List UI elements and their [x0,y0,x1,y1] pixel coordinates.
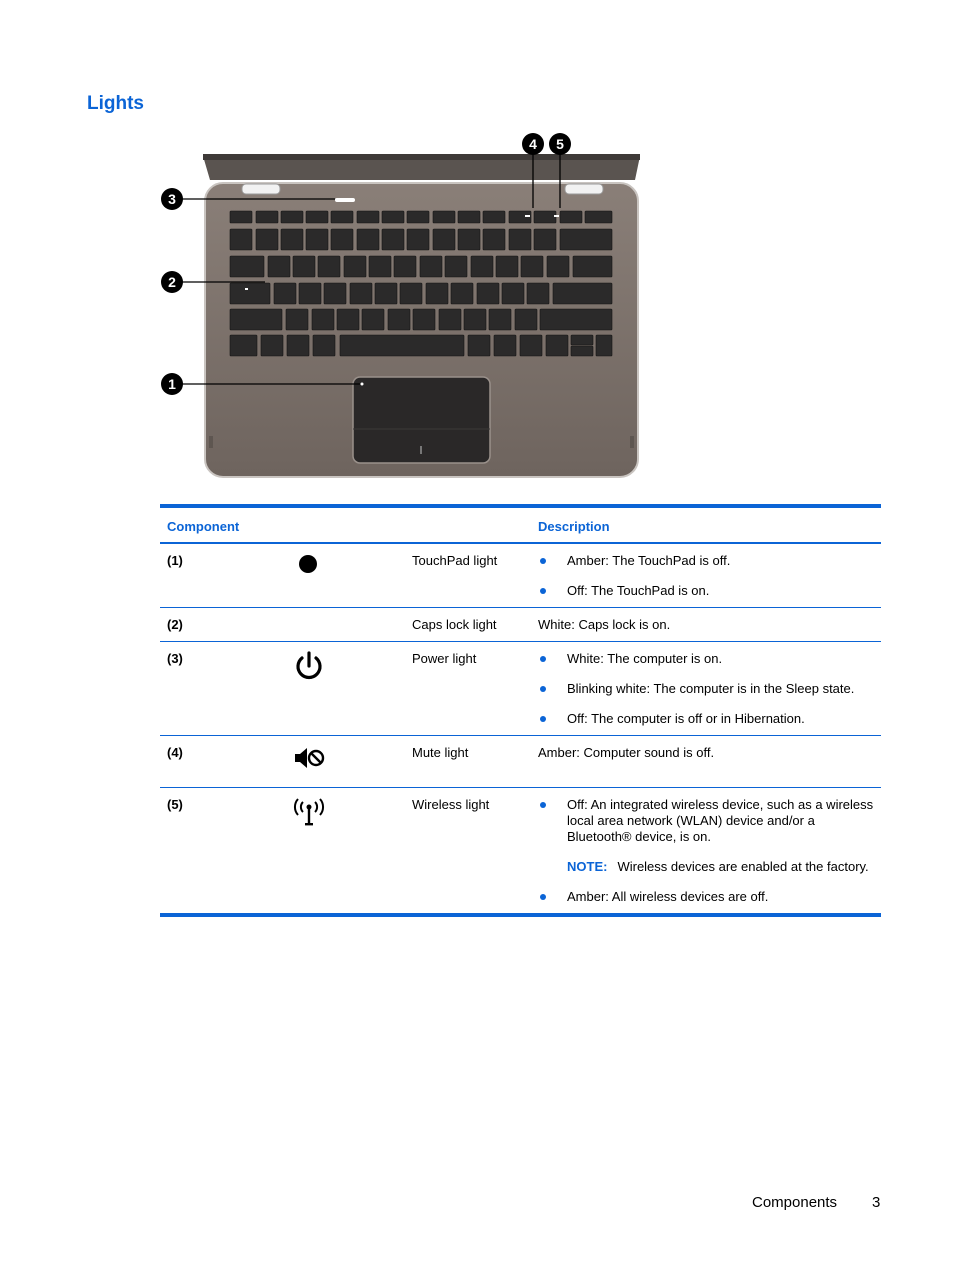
table-row [160,642,881,736]
row-number: (5) [167,797,183,812]
wireless-icon [292,797,326,831]
list-item: Off: An integrated wireless device, such as a wireless local area network (WLAN) device and/or a Bluetooth® device, is on. [538,797,875,845]
row-number: (1) [167,553,183,568]
note-text: Wireless devices are enabled at the factory. [617,859,869,874]
callout-1: 1 [168,376,176,392]
laptop-keyboard-illustration [155,128,645,483]
touchpad-light-dot-icon [292,553,326,587]
header-component: Component [167,519,240,534]
row-number: (2) [167,617,183,632]
callout-3: 3 [168,191,176,207]
page-number: 3 [872,1194,881,1211]
table-row [160,543,881,608]
row-number: (3) [167,651,183,666]
list-item: White: The computer is on. [538,651,875,667]
component-name: Power light [412,651,477,666]
lights-table [160,504,881,917]
component-name: TouchPad light [412,553,498,568]
note [538,859,875,875]
list-item: Amber: All wireless devices are off. [538,889,875,905]
list-item: Blinking white: The computer is in the Sleep state. [538,681,875,697]
list-item: Off: The computer is off or in Hibernation. [538,711,875,727]
callout-2: 2 [168,274,176,290]
header-description: Description [538,519,610,534]
table-row [160,736,881,788]
mute-icon [292,745,326,779]
list-item: Amber: The TouchPad is off. [538,553,875,569]
description-text: White: Caps lock is on. [538,617,671,632]
power-icon [292,651,326,685]
table-header-row [160,506,881,543]
table-row [160,788,881,916]
component-name: Caps lock light [412,617,497,632]
list-item: Off: The TouchPad is on. [538,583,875,599]
page-title: Lights [87,93,144,114]
callout-4: 4 [529,136,537,152]
footer-section: Components [752,1194,838,1211]
component-name: Mute light [412,745,469,760]
table-row [160,608,881,642]
callout-5: 5 [556,136,564,152]
row-number: (4) [167,745,183,760]
description-text: Amber: Computer sound is off. [538,745,715,760]
note-label: NOTE: [567,859,608,874]
component-name: Wireless light [412,797,490,812]
